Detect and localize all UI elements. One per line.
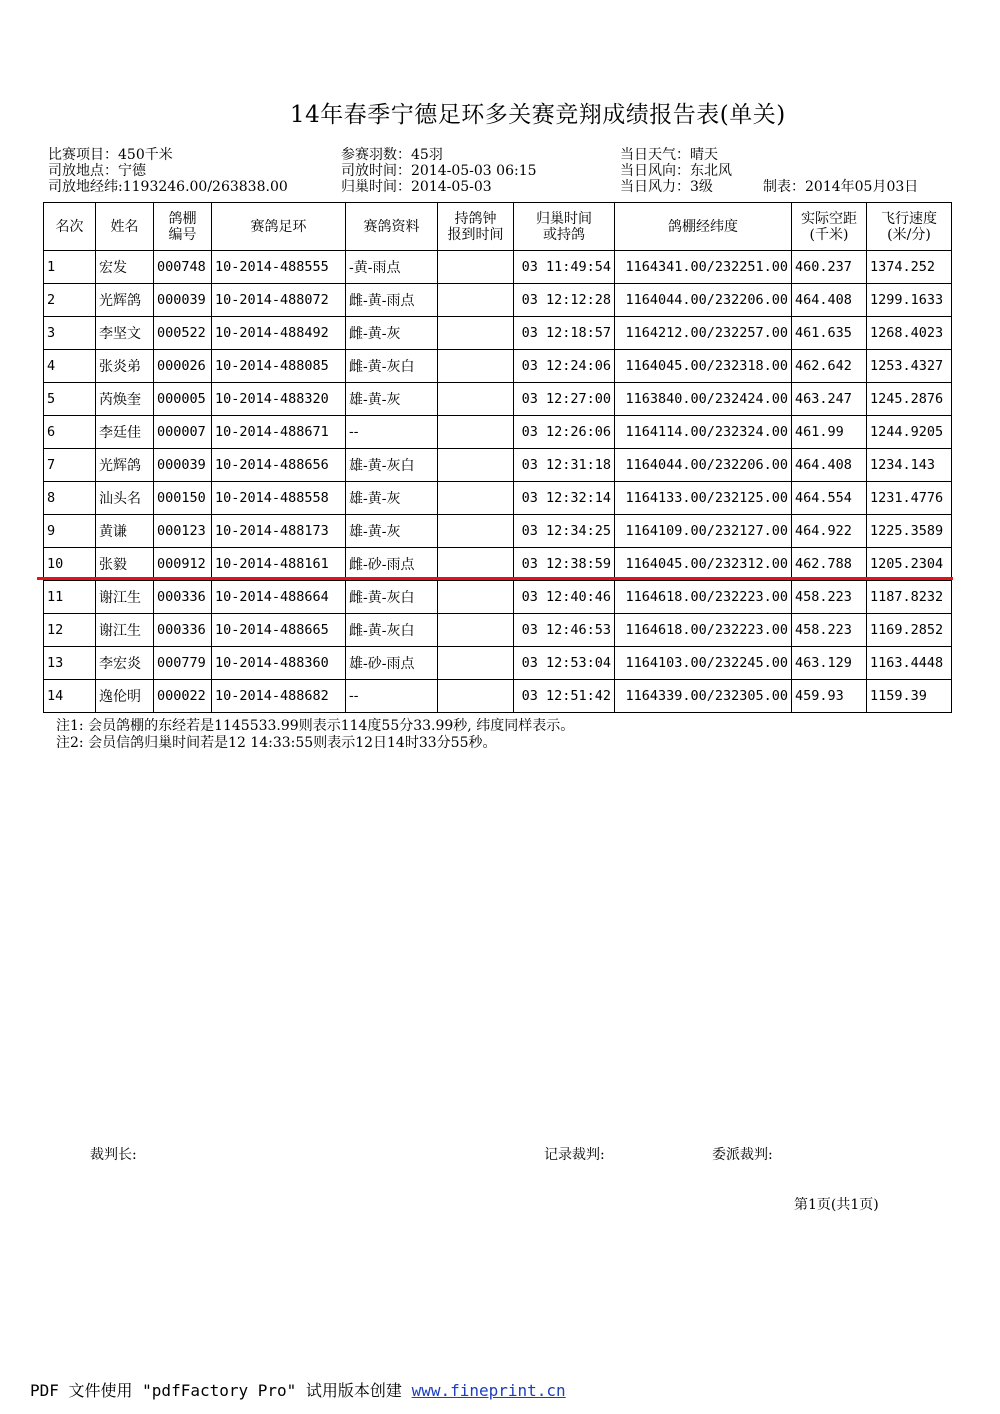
cell-loft-id: 000026 [154,350,212,383]
cell-return-time: 03 12:53:04 [514,647,615,680]
cell-ring: 10-2014-488085 [212,350,346,383]
header-loft-id: 鸽棚 编号 [154,203,212,251]
cell-coordinates: 1164044.00/232206.00 [615,449,792,482]
cell-distance: 458.223 [792,614,867,647]
cell-return-time: 03 12:26:06 [514,416,615,449]
meta-release-time: 司放时间：2014-05-03 06:15 [341,163,537,179]
cell-distance: 464.922 [792,515,867,548]
cell-return-time: 03 12:27:00 [514,383,615,416]
footer-link[interactable]: www.fineprint.cn [411,1381,566,1400]
cell-rank: 4 [44,350,96,383]
cell-distance: 461.99 [792,416,867,449]
cell-distance: 458.223 [792,581,867,614]
table-row [44,581,952,614]
meta-wind-direction: 当日风向：东北风 [620,163,732,179]
cell-coordinates: 1164212.00/232257.00 [615,317,792,350]
cell-speed: 1299.1633 [867,284,952,317]
header-rank: 名次 [44,203,96,251]
cell-distance: 462.642 [792,350,867,383]
table-row [44,548,952,581]
cell-name: 汕头名 [96,482,154,515]
meta-column-2 [341,147,537,195]
cell-ring: 10-2014-488360 [212,647,346,680]
delegate-judge-label: 委派裁判: [712,1147,773,1163]
cell-pigeon-info: 雌-黄-雨点 [346,284,438,317]
table-row [44,416,952,449]
cell-pigeon-info: 雄-砂-雨点 [346,647,438,680]
cell-rank: 12 [44,614,96,647]
cell-distance: 464.554 [792,482,867,515]
cell-distance: 463.129 [792,647,867,680]
header-name: 姓名 [96,203,154,251]
cell-ring: 10-2014-488664 [212,581,346,614]
cell-ring: 10-2014-488173 [212,515,346,548]
cell-loft-id: 000748 [154,251,212,284]
header-pigeon-info: 赛鸽资料 [346,203,438,251]
cell-return-time: 03 12:24:06 [514,350,615,383]
cell-loft-id: 000039 [154,449,212,482]
cell-rank: 5 [44,383,96,416]
cell-rank: 13 [44,647,96,680]
cell-rank: 8 [44,482,96,515]
cell-rank: 1 [44,251,96,284]
cell-speed: 1205.2304 [867,548,952,581]
cell-rank: 11 [44,581,96,614]
meta-release-coordinates: 司放地经纬:1193246.00/263838.00 [48,179,288,195]
cell-return-time: 03 12:31:18 [514,449,615,482]
cell-clock-time [438,317,514,350]
cell-ring: 10-2014-488320 [212,383,346,416]
cell-speed: 1245.2876 [867,383,952,416]
cell-rank: 14 [44,680,96,713]
meta-entry-count: 参赛羽数：45羽 [341,147,443,163]
footer-text: PDF 文件使用 "pdfFactory Pro" 试用版本创建 [30,1381,412,1400]
cell-loft-id: 000007 [154,416,212,449]
cell-coordinates: 1164044.00/232206.00 [615,284,792,317]
cell-coordinates: 1164045.00/232318.00 [615,350,792,383]
cell-clock-time [438,482,514,515]
meta-wind-force: 当日风力：3级 [620,179,713,195]
cell-clock-time [438,581,514,614]
cell-distance: 463.247 [792,383,867,416]
cell-speed: 1253.4327 [867,350,952,383]
cell-clock-time [438,449,514,482]
cell-ring: 10-2014-488682 [212,680,346,713]
table-header-row [44,203,952,251]
cell-loft-id: 000336 [154,614,212,647]
cell-pigeon-info: 雄-黄-灰 [346,515,438,548]
cell-distance: 464.408 [792,449,867,482]
cell-rank: 2 [44,284,96,317]
cell-rank: 10 [44,548,96,581]
cell-clock-time [438,680,514,713]
cell-name: 李廷佳 [96,416,154,449]
cell-name: 张炎弟 [96,350,154,383]
cell-coordinates: 1164114.00/232324.00 [615,416,792,449]
cell-coordinates: 1164133.00/232125.00 [615,482,792,515]
table-row [44,614,952,647]
cell-coordinates: 1164103.00/232245.00 [615,647,792,680]
cell-pigeon-info: -- [346,416,438,449]
cell-return-time: 03 12:46:53 [514,614,615,647]
table-row [44,647,952,680]
cell-return-time: 03 12:18:57 [514,317,615,350]
cell-loft-id: 000522 [154,317,212,350]
meta-made-by: 制表：2014年05月03日 [763,179,919,195]
header-coordinates: 鸽棚经纬度 [615,203,792,251]
cell-rank: 3 [44,317,96,350]
cell-return-time: 03 12:51:42 [514,680,615,713]
recorder-judge-label: 记录裁判: [544,1147,605,1163]
cell-clock-time [438,284,514,317]
note-2: 注2: 会员信鸽归巢时间若是12 14:33:55则表示12日14时33分55秒。 [56,735,497,751]
report-title: 14年春季宁德足环多关赛竞翔成绩报告表(单关) [290,102,786,128]
cell-rank: 6 [44,416,96,449]
cell-name: 谢江生 [96,614,154,647]
cell-return-time: 03 12:34:25 [514,515,615,548]
cell-coordinates: 1164618.00/232223.00 [615,581,792,614]
cell-coordinates: 1164339.00/232305.00 [615,680,792,713]
cell-speed: 1225.3589 [867,515,952,548]
cell-pigeon-info: -黄-雨点 [346,251,438,284]
cell-pigeon-info: 雌-黄-灰白 [346,614,438,647]
cell-pigeon-info: 雌-黄-灰 [346,317,438,350]
cell-ring: 10-2014-488492 [212,317,346,350]
notes [56,718,574,752]
cell-clock-time [438,614,514,647]
cell-pigeon-info: 雌-黄-灰白 [346,581,438,614]
results-table [43,202,952,713]
cell-ring: 10-2014-488072 [212,284,346,317]
cell-clock-time [438,350,514,383]
cell-name: 张毅 [96,548,154,581]
cell-speed: 1374.252 [867,251,952,284]
meta-column-3 [620,147,732,195]
header-clock-time: 持鸽钟 报到时间 [438,203,514,251]
table-row [44,350,952,383]
table-row [44,317,952,350]
cell-loft-id: 000150 [154,482,212,515]
cell-pigeon-info: -- [346,680,438,713]
cell-speed: 1234.143 [867,449,952,482]
header-speed: 飞行速度 (米/分) [867,203,952,251]
cell-ring: 10-2014-488558 [212,482,346,515]
cell-speed: 1244.9205 [867,416,952,449]
cell-coordinates: 1164618.00/232223.00 [615,614,792,647]
note-1: 注1: 会员鸽棚的东经若是1145533.99则表示114度55分33.99秒, 纬度同样表示。 [56,718,575,734]
table-row [44,383,952,416]
header-ring: 赛鸽足环 [212,203,346,251]
cell-loft-id: 000005 [154,383,212,416]
cell-return-time: 03 12:40:46 [514,581,615,614]
cell-name: 芮焕奎 [96,383,154,416]
table-row [44,251,952,284]
cell-ring: 10-2014-488671 [212,416,346,449]
cell-speed: 1169.2852 [867,614,952,647]
cell-speed: 1187.8232 [867,581,952,614]
cell-pigeon-info: 雌-砂-雨点 [346,548,438,581]
meta-race-item: 比赛项目：450千米 [48,147,173,163]
cell-name: 李坚文 [96,317,154,350]
cell-name: 谢江生 [96,581,154,614]
cell-name: 逸伦明 [96,680,154,713]
cell-name: 光辉鸽 [96,449,154,482]
cell-return-time: 03 12:12:28 [514,284,615,317]
cell-coordinates: 1164045.00/232312.00 [615,548,792,581]
cell-loft-id: 000336 [154,581,212,614]
cell-loft-id: 000779 [154,647,212,680]
table-row [44,449,952,482]
cell-name: 宏发 [96,251,154,284]
header-return-time: 归巢时间 或持鸽 [514,203,615,251]
meta-column-1 [48,147,288,195]
cell-distance: 461.635 [792,317,867,350]
cell-ring: 10-2014-488665 [212,614,346,647]
cell-pigeon-info: 雄-黄-灰 [346,383,438,416]
pdf-footer [30,1378,566,1401]
cell-return-time: 03 12:38:59 [514,548,615,581]
cell-rank: 9 [44,515,96,548]
cell-name: 光辉鸽 [96,284,154,317]
cell-loft-id: 000039 [154,284,212,317]
cell-speed: 1159.39 [867,680,952,713]
cell-name: 黄谦 [96,515,154,548]
cell-clock-time [438,416,514,449]
cell-coordinates: 1163840.00/232424.00 [615,383,792,416]
header-distance: 实际空距 (千米) [792,203,867,251]
cell-speed: 1268.4023 [867,317,952,350]
cell-speed: 1231.4776 [867,482,952,515]
cell-clock-time [438,647,514,680]
cell-clock-time [438,548,514,581]
chief-judge-label: 裁判长: [90,1147,137,1163]
cell-pigeon-info: 雄-黄-灰 [346,482,438,515]
cell-return-time: 03 12:32:14 [514,482,615,515]
cell-ring: 10-2014-488656 [212,449,346,482]
cell-loft-id: 000123 [154,515,212,548]
cell-rank: 7 [44,449,96,482]
cell-name: 李宏炎 [96,647,154,680]
page-number: 第1页(共1页) [794,1197,879,1213]
table-row [44,515,952,548]
meta-return-time: 归巢时间：2014-05-03 [341,179,492,195]
cell-distance: 460.237 [792,251,867,284]
cell-ring: 10-2014-488161 [212,548,346,581]
cell-pigeon-info: 雌-黄-灰白 [346,350,438,383]
cell-clock-time [438,251,514,284]
cell-speed: 1163.4448 [867,647,952,680]
cell-return-time: 03 11:49:54 [514,251,615,284]
cell-coordinates: 1164109.00/232127.00 [615,515,792,548]
cell-distance: 464.408 [792,284,867,317]
highlight-red-line [37,577,953,580]
cell-loft-id: 000912 [154,548,212,581]
cell-pigeon-info: 雄-黄-灰白 [346,449,438,482]
cell-ring: 10-2014-488555 [212,251,346,284]
table-row [44,284,952,317]
cell-coordinates: 1164341.00/232251.00 [615,251,792,284]
cell-loft-id: 000022 [154,680,212,713]
table-row [44,680,952,713]
meta-weather: 当日天气：晴天 [620,147,718,163]
cell-distance: 462.788 [792,548,867,581]
cell-clock-time [438,383,514,416]
meta-release-location: 司放地点：宁德 [48,163,146,179]
cell-distance: 459.93 [792,680,867,713]
cell-clock-time [438,515,514,548]
table-row [44,482,952,515]
